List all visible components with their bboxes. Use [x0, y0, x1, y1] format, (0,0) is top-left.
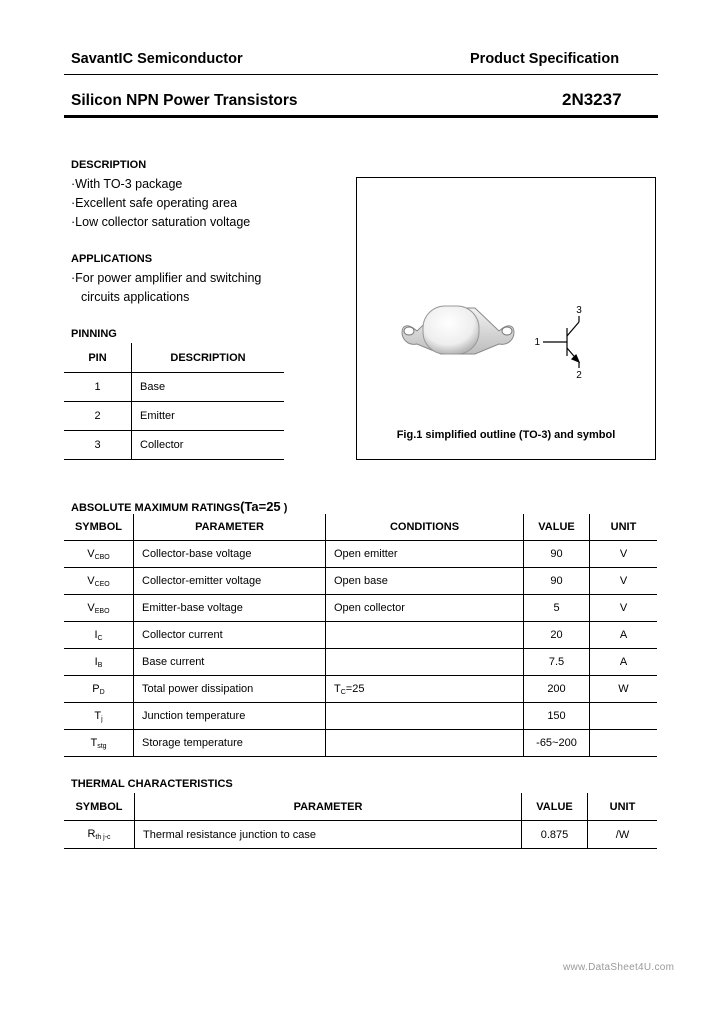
- table-row: $I_C$ Collector current 20 A: [64, 622, 657, 649]
- watermark: www.DataSheet4U.com: [563, 962, 675, 973]
- description-item: ·Low collector saturation voltage: [71, 215, 251, 229]
- description-title: DESCRIPTION: [71, 159, 147, 171]
- product-family: Silicon NPN Power Transistors: [71, 92, 298, 109]
- table-row: $R_{th j-c}$ Thermal resistance junction to case 0.875 /W: [64, 821, 657, 849]
- pin-label-1: 1: [534, 337, 540, 348]
- pin-label-2: 2: [576, 370, 582, 381]
- figure-caption: Fig.1 simplified outline (TO-3) and symbol: [396, 429, 616, 441]
- applications-line: ·For power amplifier and switching: [71, 271, 262, 285]
- description-item: ·Excellent safe operating area: [71, 196, 238, 210]
- doc-type: Product Specification: [470, 51, 620, 67]
- header-divider-thin: [64, 74, 658, 75]
- npn-transistor-symbol: [543, 316, 579, 368]
- to3-outline-and-symbol: [357, 178, 655, 418]
- table-row: $T_{stg}$ Storage temperature -65~200: [64, 730, 657, 757]
- pinning-table: [64, 343, 284, 460]
- part-number: 2N3237: [562, 90, 622, 109]
- thermal-table: SYMBOL PARAMETER VALUE UNIT $R_{th j-c}$ Thermal resistance junction to case 0.875 /W: [64, 793, 657, 849]
- abs-max-title: ABSOLUTE MAXIMUM RATINGS(Ta=25 ): [71, 499, 288, 514]
- table-row: $P_D$ Total power dissipation $T_C=25$ 200 W: [64, 676, 657, 703]
- pin-desc-header: DESCRIPTION: [170, 351, 246, 364]
- table-row: $I_B$ Base current 7.5 A: [64, 649, 657, 676]
- table-row: $V_{EBO}$ Emitter-base voltage Open collector 5 V: [64, 595, 657, 622]
- figure-box: [356, 177, 656, 460]
- thermal-title: THERMAL CHARACTERISTICS: [71, 778, 233, 790]
- table-row: 3 Collector: [64, 431, 284, 460]
- table-row: $V_{CBO}$ Collector-base voltage Open emitter 90 V: [64, 541, 657, 568]
- abs-max-table: SYMBOL PARAMETER CONDITIONS VALUE UNIT $V_{CBO}$ Collector-base voltage Open emitter 90 V $V_{CEO}$ Collector-emitter voltage Open base 90 V $V_{EBO}$ Emitter-base voltage Open collector 5 V $I_C$ Collector current 20 A $I_B$ Base current 7.5 A $P_D$ Total power dissipation $T_C=25$ 200 W $T_j$ Junction temperature 150 $T_{stg}$ Storage temperature -65~200: [64, 514, 657, 757]
- description-item: ·With TO-3 package: [71, 177, 183, 191]
- header-divider-thick: [64, 115, 658, 118]
- pinning-title: PINNING: [71, 328, 117, 340]
- pin-header: PIN: [64, 343, 132, 373]
- table-row: 1 Base: [64, 373, 284, 402]
- pin-label-3: 3: [576, 305, 582, 316]
- applications-title: APPLICATIONS: [71, 253, 153, 265]
- to3-package-outline: [402, 306, 514, 354]
- company-name: SavantIC Semiconductor: [71, 51, 243, 67]
- applications-line: circuits applications: [81, 290, 190, 304]
- table-row: $T_j$ Junction temperature 150: [64, 703, 657, 730]
- table-row: 2 Emitter: [64, 402, 284, 431]
- table-row: $V_{CEO}$ Collector-emitter voltage Open base 90 V: [64, 568, 657, 595]
